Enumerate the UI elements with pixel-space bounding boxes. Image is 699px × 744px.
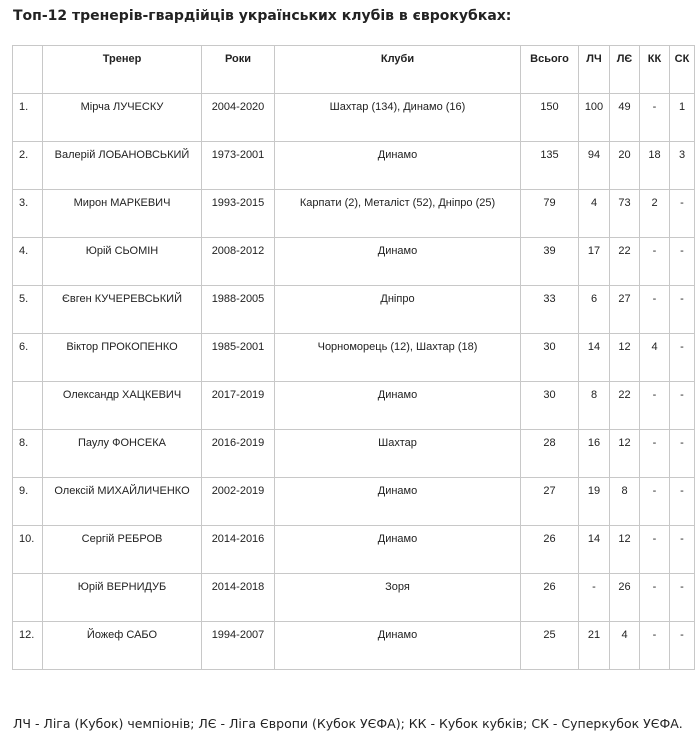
cell-total: 30 [521,382,579,430]
cell-years: 2004-2020 [202,94,275,142]
cell-supercup: - [670,526,695,574]
cell-cwc: - [640,622,670,670]
cell-cwc: - [640,526,670,574]
cell-rank: 10. [13,526,43,574]
legend-footnote: ЛЧ - Ліга (Кубок) чемпіонів; ЛЄ - Ліга Європи (Кубок УЄФА); КК - Кубок кубків; СК - Суперкубок УЄФА. [13,716,683,731]
cell-cwc: 4 [640,334,670,382]
table-row [13,142,695,190]
cell-total: 27 [521,478,579,526]
cell-supercup: - [670,334,695,382]
cell-rank: 1. [13,94,43,142]
cell-cl: 14 [579,526,610,574]
cell-years: 2016-2019 [202,430,275,478]
cell-total: 33 [521,286,579,334]
cell-rank: 12. [13,622,43,670]
cell-clubs: Динамо [275,526,521,574]
column-header-total: Всього [521,46,579,94]
table-row [13,334,695,382]
cell-cwc: - [640,94,670,142]
page-title: Топ-12 тренерів-гвардійців українських клубів в єврокубках: [13,8,512,24]
cell-total: 30 [521,334,579,382]
cell-el: 12 [610,430,640,478]
cell-total: 28 [521,430,579,478]
cell-coach: Мирон МАРКЕВИЧ [43,190,202,238]
cell-clubs: Динамо [275,622,521,670]
cell-cwc: - [640,478,670,526]
cell-cl: 21 [579,622,610,670]
cell-supercup: - [670,382,695,430]
cell-supercup: - [670,190,695,238]
cell-coach: Юрій ВЕРНИДУБ [43,574,202,622]
cell-rank [13,382,43,430]
cell-rank: 3. [13,190,43,238]
cell-coach: Йожеф САБО [43,622,202,670]
column-header-clubs: Клуби [275,46,521,94]
cell-clubs: Зоря [275,574,521,622]
column-header-years: Роки [202,46,275,94]
cell-el: 26 [610,574,640,622]
table-row [13,478,695,526]
cell-coach: Олексій МИХАЙЛИЧЕНКО [43,478,202,526]
cell-clubs: Динамо [275,478,521,526]
cell-supercup: - [670,622,695,670]
cell-supercup: 3 [670,142,695,190]
column-header-coach: Тренер [43,46,202,94]
column-header-rank [13,46,43,94]
table-header-row [13,46,695,94]
table-row [13,190,695,238]
cell-rank: 6. [13,334,43,382]
cell-clubs: Динамо [275,142,521,190]
table-row [13,286,695,334]
cell-supercup: - [670,430,695,478]
cell-cwc: - [640,382,670,430]
cell-coach: Олександр ХАЦКЕВИЧ [43,382,202,430]
cell-clubs: Карпати (2), Металіст (52), Дніпро (25) [275,190,521,238]
cell-rank: 9. [13,478,43,526]
cell-supercup: - [670,478,695,526]
cell-coach: Паулу ФОНСЕКА [43,430,202,478]
cell-coach: Валерій ЛОБАНОВСЬКИЙ [43,142,202,190]
cell-cwc: - [640,430,670,478]
cell-clubs: Динамо [275,238,521,286]
cell-years: 1973-2001 [202,142,275,190]
cell-total: 79 [521,190,579,238]
cell-years: 1988-2005 [202,286,275,334]
cell-cwc: - [640,238,670,286]
cell-coach: Євген КУЧЕРЕВСЬКИЙ [43,286,202,334]
cell-cwc: 18 [640,142,670,190]
cell-cl: 16 [579,430,610,478]
cell-rank: 5. [13,286,43,334]
cell-total: 150 [521,94,579,142]
cell-el: 22 [610,238,640,286]
cell-cwc: 2 [640,190,670,238]
cell-total: 135 [521,142,579,190]
cell-rank: 2. [13,142,43,190]
cell-years: 2014-2018 [202,574,275,622]
cell-years: 1993-2015 [202,190,275,238]
column-header-el: ЛЄ [610,46,640,94]
cell-el: 22 [610,382,640,430]
cell-cl: 8 [579,382,610,430]
cell-coach: Мірча ЛУЧЕСКУ [43,94,202,142]
cell-clubs: Шахтар [275,430,521,478]
cell-clubs: Дніпро [275,286,521,334]
cell-total: 26 [521,574,579,622]
cell-cwc: - [640,286,670,334]
table-row [13,238,695,286]
cell-cl: 17 [579,238,610,286]
cell-cl: 6 [579,286,610,334]
cell-supercup: - [670,286,695,334]
cell-years: 2008-2012 [202,238,275,286]
table-row [13,382,695,430]
cell-rank [13,574,43,622]
table-body [13,94,695,670]
cell-clubs: Чорноморець (12), Шахтар (18) [275,334,521,382]
table-row [13,526,695,574]
cell-years: 1994-2007 [202,622,275,670]
cell-coach: Сергій РЕБРОВ [43,526,202,574]
cell-el: 20 [610,142,640,190]
cell-supercup: 1 [670,94,695,142]
cell-cl: 4 [579,190,610,238]
table-row [13,94,695,142]
cell-rank: 4. [13,238,43,286]
cell-el: 73 [610,190,640,238]
column-header-cwc: КК [640,46,670,94]
cell-el: 4 [610,622,640,670]
cell-supercup: - [670,238,695,286]
cell-el: 8 [610,478,640,526]
cell-total: 26 [521,526,579,574]
cell-total: 25 [521,622,579,670]
cell-supercup: - [670,574,695,622]
cell-clubs: Динамо [275,382,521,430]
cell-cl: - [579,574,610,622]
cell-rank: 8. [13,430,43,478]
column-header-cl: ЛЧ [579,46,610,94]
cell-years: 2017-2019 [202,382,275,430]
cell-years: 2014-2016 [202,526,275,574]
cell-coach: Юрій СЬОМІН [43,238,202,286]
cell-clubs: Шахтар (134), Динамо (16) [275,94,521,142]
cell-cl: 100 [579,94,610,142]
cell-years: 1985-2001 [202,334,275,382]
cell-cl: 94 [579,142,610,190]
table-row [13,622,695,670]
cell-total: 39 [521,238,579,286]
cell-cl: 19 [579,478,610,526]
cell-el: 49 [610,94,640,142]
cell-cwc: - [640,574,670,622]
table-row [13,430,695,478]
cell-el: 12 [610,526,640,574]
cell-el: 27 [610,286,640,334]
cell-cl: 14 [579,334,610,382]
coaches-table [12,45,695,670]
column-header-supercup: СК [670,46,695,94]
cell-years: 2002-2019 [202,478,275,526]
table-row [13,574,695,622]
cell-coach: Віктор ПРОКОПЕНКО [43,334,202,382]
cell-el: 12 [610,334,640,382]
